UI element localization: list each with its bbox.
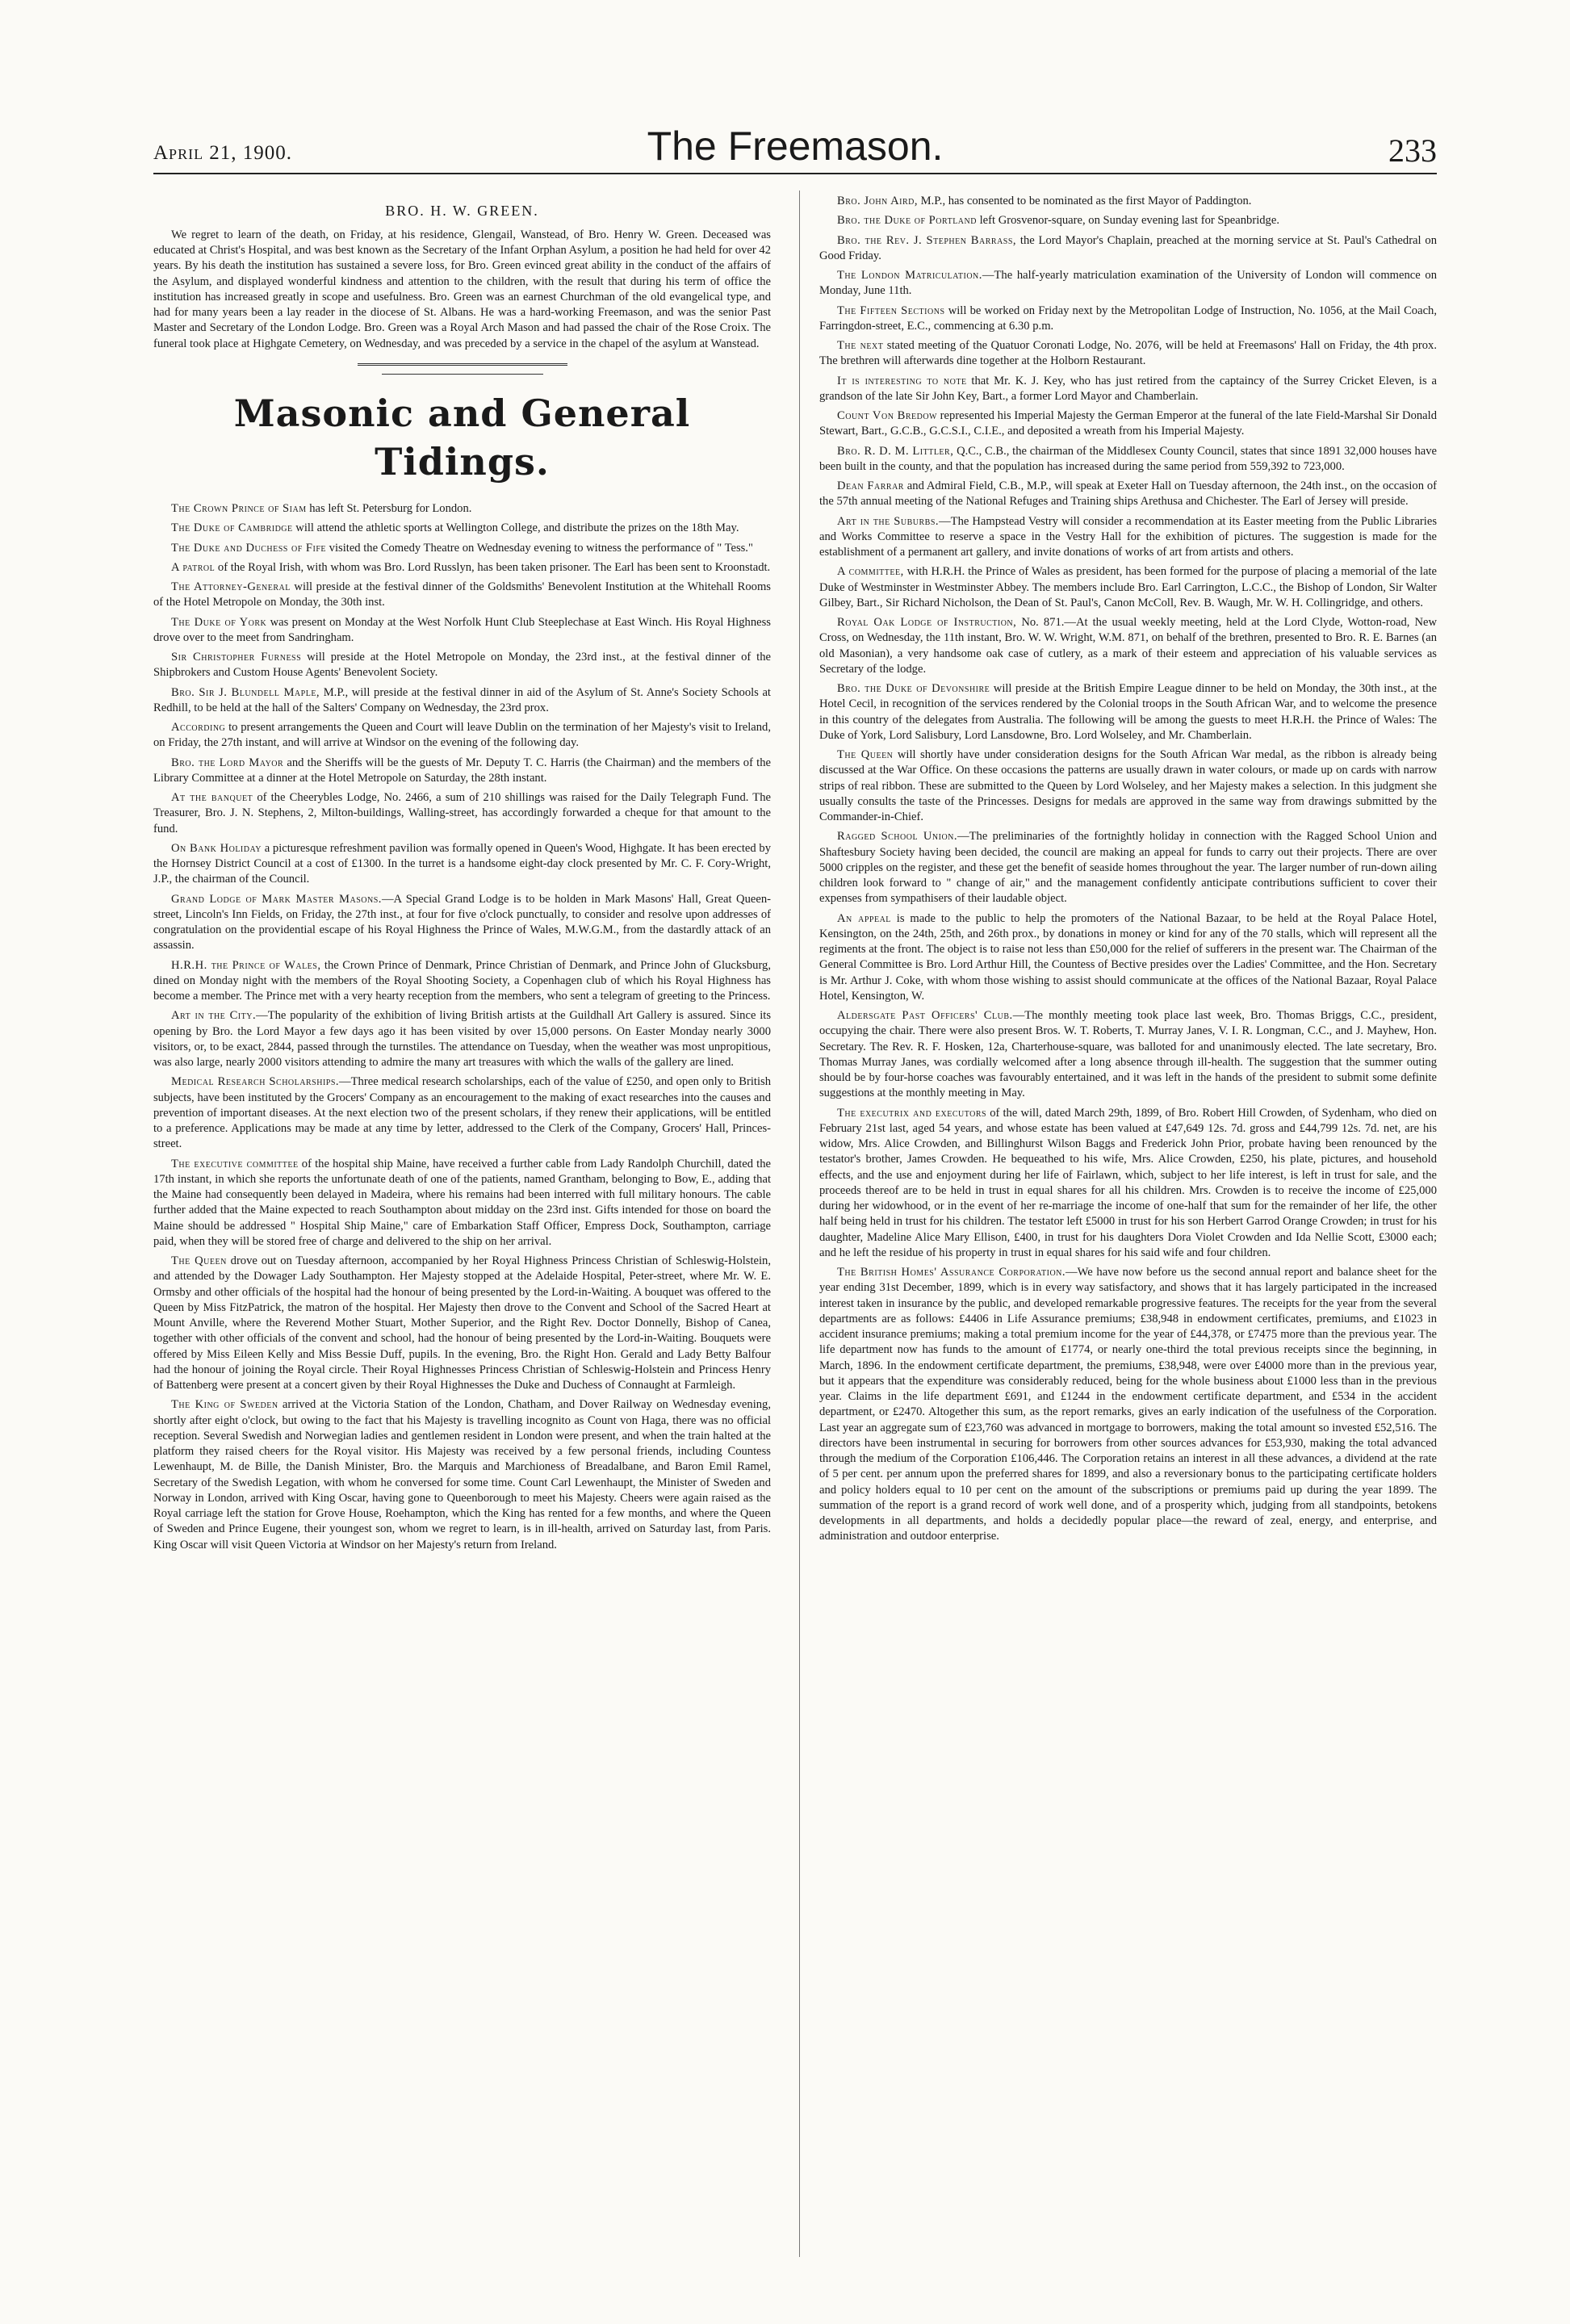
news-item-lead: Bro. the Duke of Devonshire <box>837 682 990 695</box>
news-item <box>153 521 771 536</box>
section-heading: Masonic and General Tidings. <box>233 391 691 484</box>
news-item-lead: The Queen <box>837 748 894 761</box>
news-item-text: will preside at the festival dinner of the Goldsmiths' Benevolent Institution at the Whitehall Rooms of the Hotel Metropole on Monday, the 30th inst. <box>153 580 771 609</box>
news-item <box>153 892 771 954</box>
news-item <box>153 685 771 717</box>
news-item <box>819 233 1437 265</box>
obituary-text: We regret to learn of the death, on Friday, at his residence, Glengail, Wanstead, of Bro. Henry W. Green. Deceased was educated at Christ's Hospital, and was best known as the Secretary of the Infant Orphan Asylum, a position he had held for over 42 years. By his death the institution has sustained a severe loss, for Bro. Green evinced great ability in the conduct of the affairs of the Asylum, and displayed wonderful kindness and attention to the children, with the result that during his term of office the institution has increased greatly in scope and usefulness. Bro. Green was an earnest Churchman of the old evangelical type, and had for many years been a lay reader in the diocese of St. Albans. He was a hard-working Freemason, and was the senior Past Master and Secretary of the London Lodge. Bro. Green was a Royal Arch Mason and had passed the chair of the Rose Croix. The funeral took place at Highgate Cemetery, on Wednesday, and was preceded by a service in the chapel of the asylum at Wanstead. <box>153 228 771 350</box>
news-item <box>153 1254 771 1393</box>
news-item <box>819 747 1437 825</box>
news-item-text: has left St. Petersburg for London. <box>306 502 472 516</box>
news-item <box>153 615 771 647</box>
news-item <box>819 564 1437 611</box>
news-item <box>153 501 771 517</box>
news-item <box>819 681 1437 743</box>
news-item-text: a picturesque refreshment pavilion was formally opened in Queen's Wood, Highgate. It has been erected by the Hornsey District Council at a cost of £1300. In the turret is a handsome eight-day clock presented by Mr. C. F. Cory-Wright, J.P., the chairman of the Council. <box>153 841 771 886</box>
right-column <box>819 194 1437 1549</box>
news-item-text: visited the Comedy Theatre on Wednesday evening to witness the performance of " Tess." <box>326 541 753 555</box>
news-item <box>153 1074 771 1152</box>
news-item-text: will be worked on Friday next by the Metropolitan Lodge of Instruction, No. 1056, at the Mail Coach, Farringdon-street, E.C., commencing at 6.30 p.m. <box>819 304 1437 333</box>
news-item-text: and Admiral Field, C.B., M.P., will speak at Exeter Hall on Tuesday afternoon, the 24th inst., on the occasion of the 57th annual meeting of the National Refuges and Training ships Arethusa and Chichester. The Earl of Jersey will preside. <box>819 479 1437 509</box>
news-item-text: of the Cheerybles Lodge, No. 2466, a sum of 210 shillings was raised for the Daily Telegraph Fund. The Treasurer, Bro. J. N. Stephens, 2, Milton-buildings, Walling-street, has accordingly forwarded a cheque for that amount to the fund. <box>153 791 771 835</box>
news-item-text: stated meeting of the Quatuor Coronati Lodge, No. 2076, will be held at Freemasons' Hall on Friday, the 4th prox. The brethren will afterwards dine together at the Holborn Restaurant. <box>819 339 1437 368</box>
news-item-lead: The London Matriculation. <box>837 269 982 282</box>
news-item-text: was present on Monday at the West Norfolk Hunt Club Steeplechase at East Winch. His Royal Highness drove over to the meet from Sandringham. <box>153 615 771 644</box>
news-item-text: —Three medical research scholarships, each of the value of £250, and open only to British subjects, have been instituted by the Grocers' Company as an encouragement to the making of exact researches into the causes and prevention of important diseases. At the next election two of the present scholars, if they renew their applications, will be entitled to a preference. Applications may be made at any time by letter, addressed to the Clerk of the Company, Grocers' Hall, Princes-street. <box>153 1075 771 1151</box>
news-item-lead: Ragged School Union. <box>837 830 958 844</box>
masthead <box>153 105 1437 170</box>
news-item-lead: The Crown Prince of Siam <box>171 502 307 516</box>
news-item-lead: The British Homes' Assurance Corporation. <box>837 1266 1066 1279</box>
news-item-lead: Aldersgate Past Officers' Club. <box>837 1009 1013 1022</box>
news-item-lead: Art in the City. <box>171 1009 257 1023</box>
news-item-lead: Sir Christopher Furness <box>171 651 302 664</box>
news-item <box>819 1008 1437 1102</box>
news-item-lead: Bro. R. D. M. Littler, <box>837 444 954 458</box>
news-item-lead: According <box>171 721 226 735</box>
news-item-lead: The King of Sweden <box>171 1398 278 1412</box>
news-item-lead: Count Von Bredow <box>837 409 937 422</box>
news-item-lead: Dean Farrar <box>837 479 904 492</box>
news-item-lead: H.R.H. the Prince of Wales, <box>171 958 321 972</box>
right-news-items <box>819 194 1437 1545</box>
news-item-text: that Mr. K. J. Key, who has just retired from the captaincy of the Surrey Cricket Eleven, is a grandson of the late Sir John Key, Bart., a former Lord Mayor and Chamberlain. <box>819 374 1437 403</box>
news-item <box>819 1265 1437 1545</box>
news-item <box>153 790 771 837</box>
news-item-lead: Royal Oak Lodge of Instruction, <box>837 616 1017 629</box>
news-item <box>819 213 1437 228</box>
news-item <box>819 911 1437 1005</box>
news-item <box>153 720 771 752</box>
news-item <box>819 829 1437 907</box>
news-item-lead: The Duke of York <box>171 615 267 629</box>
news-item <box>153 1157 771 1250</box>
news-item <box>153 1397 771 1553</box>
news-item-lead: Bro. the Duke of Portland <box>837 214 977 228</box>
news-item <box>819 479 1437 510</box>
news-item-text: of the Royal Irish, with whom was Bro. Lord Russlyn, has been taken prisoner. The Earl has been sent to Kroonstadt. <box>215 560 771 574</box>
news-item <box>819 444 1437 475</box>
news-item-text: and the Sheriffs will be the guests of Mr. Deputy T. C. Harris (the Chairman) and the members of the Library Committee at a dinner at the Hotel Metropole on Saturday, the 28th instant. <box>153 756 771 785</box>
news-item-text: will preside at the British Empire League dinner to be held on Monday, the 30th inst., at the Hotel Cecil, in recognition of the services rendered by the Colonial troops in the South African War, and to welcome the presence in this country of the delegates from Australia. The following will be among the guests to meet H.R.H. the Prince of Wales: The Duke of York, Lord Salisbury, Lord Lansdowne, Bro. Lord Wolseley, and Mr. Chamberlain. <box>819 682 1438 742</box>
news-item-text: is made to the public to help the promoters of the National Bazaar, to be held at the Royal Palace Hotel, Kensington, on the 24th, 25th, and 26th prox., by donations in money or kind for any of the 70 stalls, which will represent all the regiments at the front. The object is to raise not less than £50,000 for the relief of sufferers in the present war. The Chairman of the General Committee is Bro. Lord Arthur Hill, the Countess of Bective presides over the Ladies' Committee, and the Hon. Secretary is Mr. Arthur J. Coke, with whom those wishing to assist should communicate at the offices of the National Bazaar, Royal Palace Hotel, Kensington, W. <box>819 911 1437 1003</box>
news-item-text: of the hospital ship Maine, have received a further cable from Lady Randolph Churchill, dated the 17th instant, in which she reports the unfortunate death of one of the patients, named Grantham, belonging to Bow, E., adding that the Maine had consequently been delayed in Madeira, where his remains had been interred with full military honours. The cable further added that the Maine expected to reach Southampton about midday on the 23rd inst. Gifts intended for those on board the Maine should be addressed " Hospital Ship Maine," care of Embarkation Staff Officer, Empress Dock, Southampton, carriage paid, when they will be stored free of charge and delivered to the ship on her arrival. <box>153 1157 771 1248</box>
news-item-text: M.P., has consented to be nominated as the first Mayor of Paddington. <box>918 195 1252 207</box>
news-item-text: left Grosvenor-square, on Sunday evening last for Speanbridge. <box>976 214 1279 228</box>
news-item-text: M.P., will preside at the festival dinner in aid of the Asylum of St. Anne's Society Schools at Redhill, to be held at the hall of the Salters' Company on Wednesday, the 23rd prox. <box>153 685 771 714</box>
news-item-lead: Bro. John Aird, <box>837 195 919 207</box>
news-item-lead: The Fifteen Sections <box>837 304 945 317</box>
news-item-text: —The monthly meeting took place last week, Bro. Thomas Briggs, C.C., president, occupying the chair. There were also present Bros. W. T. Roberts, T. Murray Janes, V. I. R. Longman, C.C., and J. Mayhew, Hon. Secretary. The Rev. R. F. Hosken, 12a, Charterhouse-square, was balloted for and unanimously elected. The late secretary, Bro. Thomas Murray Janes, was cordially welcomed after a long absence through ill-health. The suggestion that the summer outing should be by four-horse coaches was favourably entertained, and it was left in the hands of the president to submit some definite suggestions at the monthly meeting in May. <box>819 1009 1437 1100</box>
news-item-lead: The executive committee <box>171 1157 299 1170</box>
news-item-lead: On Bank Holiday <box>171 841 262 855</box>
issue-date: April 21, 1900. <box>153 142 293 164</box>
news-item-lead: The executrix and executors <box>837 1106 987 1120</box>
news-item-text: —We have now before us the second annual report and balance sheet for the year ending 31st December, 1899, which is in every way satisfactory, and shows that it has largely participated in the increased interest taken in insurance by the public, and developed remarkable progressive features. The receipts for the year from the several departments are as follows: £4406 in Life Assurance premiums; £38,948 in endowment certificates, premiums, and £1023 in accident insurance premiums; making a total premium income for the year of £44,378, or £7475 more than the previous year. The life department now has funds to the amount of £1774, or nearly one-third the total previous receipts since the beginning, in March, 1896. In the endowment certificate department, the premiums, £38,948, were over £4000 more than in the previous year, but it appears that the expenditure was considerably reduced, being for the whole business about £1000 less than in the previous year. Claims in the life department £691, and £1244 in the endowment certificate department, and £534 in the accident department, or £2470. Altogether this sum, as the report remarks, gives an early indication of the usefulness of the Corporation. Last year an aggregate sum of £23,760 was advanced in mortgage to borrowers, making the total amount so invested £52,516. The directors have been instrumental in securing for borrowers from other sources advances for £53,930, making the total advanced through the medium of the Corporation £106,446. The Corporation retains an interest in all these advances, a dividend at the rate of 5 per cent. per annum upon the preferred shares for 1899, and also a reversionary bonus to the participating certificate holders and policy holders equal to 10 per cent on the amount of the subscriptions or premiums paid up during the year 1899. The summation of the report is a grand record of work well done, and of a prosperity which, judging from all standpoints, betokens developments in all departments, and holds a decidedly popular place—the reward of zeal, energy, and enterprise, and administration and outdoor enterprise. <box>819 1266 1437 1543</box>
news-item-lead: Bro. the Rev. J. Stephen Barrass, <box>837 233 1017 247</box>
news-item <box>153 541 771 556</box>
news-item-text: will preside at the Hotel Metropole on Monday, the 23rd inst., at the festival dinner of the Shipbrokers and Custom House Agents' Benevolent Society. <box>153 651 771 680</box>
left-news-items <box>153 501 771 1553</box>
news-item-lead: An appeal <box>837 911 891 925</box>
news-item <box>153 580 771 611</box>
news-item-lead: The next <box>837 339 884 352</box>
news-item-lead: Art in the Suburbs. <box>837 514 940 528</box>
news-item-text: No. 871.—At the usual weekly meeting, held at the Lord Clyde, Wotton-road, New Cross, on Wednesday, the 11th instant, Bro. W. W. Wright, W.M. 871, on behalf of the brethren, presented to Bro. R. E. Barnes (an old Masonian), a very handsome oak case of cutlery, as a mark of their esteem and appreciation of his valuable services as Secretary of the lodge. <box>819 616 1437 676</box>
news-item-lead: Medical Research Scholarships. <box>171 1075 340 1089</box>
news-item-lead: A patrol <box>171 560 216 574</box>
masthead-rule <box>153 173 1437 174</box>
news-item-lead: At the banquet <box>171 791 253 805</box>
news-item-text: represented his Imperial Majesty the German Emperor at the funeral of the late Field-Marshal Sir Donald Stewart, Bart., G.C.B., G.C.S.I., C.I.E., and deposited a wreath from his Imperial Majesty. <box>819 409 1438 438</box>
news-item-text: arrived at the Victoria Station of the London, Chatham, and Dover Railway on Wednesday evening, shortly after eight o'clock, but owing to the fact that his Majesty is travelling incognito as Count von Haga, there was no official reception. Several Swedish and Norwegian ladies and gentlemen resident in London were present, and when the train halted at the platform they raised cheers for the Royal visitor. His Majesty was received by a few personal friends, including Countess Lewenhaupt, M. de Bille, the Danish Minister, Bro. the Marquis and Marchioness of Breadalbane, and Baron Emil Ramel, Secretary of the Swedish Legation, with whom he conversed for some time. Count Carl Lewenhaupt, the Minister of Sweden and Norway in London, arrived with King Oscar, having gone to Queenborough to meet his Majesty. Cheers were again raised as the Royal carriage left the station for Grove House, Roehampton, which the King has rented for a few months, and where the Queen of Sweden and Prince Eugene, their youngest son, whom we regret to learn, is in ill-health, arrived on Saturday last, from Paris. King Oscar will visit Queen Victoria at Windsor on her Majesty's return from Ireland. <box>153 1398 771 1551</box>
news-item <box>819 338 1437 370</box>
news-item-text: Q.C., C.B., the chairman of the Middlesex County Council, states that since 1891 32,000 houses have been built in the county, and that the population has increased during the same period from 559,392 to 723,000. <box>819 444 1437 473</box>
news-item <box>153 841 771 888</box>
news-item <box>153 756 771 787</box>
left-column <box>153 194 771 1557</box>
news-item <box>819 615 1437 677</box>
news-item <box>153 650 771 681</box>
news-item-lead: The Attorney-General <box>171 580 291 594</box>
section-divider <box>358 363 567 366</box>
news-item <box>153 1008 771 1070</box>
news-item <box>819 304 1437 335</box>
news-item <box>819 374 1437 405</box>
news-item-text: to present arrangements the Queen and Court will leave Dublin on the termination of her Majesty's visit to Ireland, on Friday, the 27th instant, and will arrive at Windsor on the evening of the following day. <box>153 721 771 750</box>
news-item <box>819 514 1437 561</box>
section-divider-thin <box>382 374 543 375</box>
news-item-text: will attend the athletic sports at Wellington College, and distribute the prizes on the 18th May. <box>292 521 739 535</box>
news-item-text: —The preliminaries of the fortnightly holiday in connection with the Ragged School Union and Shaftesbury Society having been decided, the council are making an appeal for funds to carry out their projects. There are over 5000 cripples on the register, and these get the benefit of seaside homes throughout the year. The larger number of run-down ailing children look forward to " change of air," and the management confidently anticipate contributions sufficient to cover their expenses from sympathisers of their laudable object. <box>819 830 1437 906</box>
news-item-text: —A Special Grand Lodge is to be holden in Mark Masons' Hall, Great Queen-street, Lincoln's Inn Fields, on Friday, the 27th inst., at four for five o'clock punctually, to consider and resolve upon addresses of congratulation on the providential escape of his Royal Highness the Prince of Wales, M.W.G.M., from the dastardly attack of an assassin. <box>153 892 771 953</box>
news-item-text: —The popularity of the exhibition of living British artists at the Guildhall Art Gallery is assured. Since its opening by Bro. the Lord Mayor a few days ago it has been visited by over 15,000 persons. On Easter Monday nearly 3000 visitors, or, to be exact, 2844, passed through the turnstiles. The attendance on Tuesday, when the weather was most unpropitious, was also large, nearly 2000 visitors attending to admire the many art treasures with which the walls of the gallery are lined. <box>153 1009 771 1070</box>
news-item-lead: A committee, <box>837 565 904 579</box>
news-item-text: —The Hampstead Vestry will consider a recommendation at its Easter meeting from the Public Libraries and Works Committee to reserve a space in the Vestry Hall for the exhibition of pictures. The suggestion is made for the establishment of a permanent art gallery, and invite donations of works of art from artists and others. <box>819 514 1437 559</box>
news-item <box>153 560 771 576</box>
news-item-lead: The Duke and Duchess of Fife <box>171 541 327 555</box>
news-item-lead: Bro. Sir J. Blundell Maple, <box>171 685 320 699</box>
news-item <box>819 408 1437 440</box>
news-item-lead: The Duke of Cambridge <box>171 521 293 535</box>
news-item-text: —The half-yearly matriculation examination of the University of London will commence on Monday, June 11th. <box>819 269 1437 298</box>
page-number: 233 <box>1388 132 1437 169</box>
news-item-text: of the will, dated March 29th, 1899, of Bro. Robert Hill Crowden, of Sydenham, who died on February 21st last, aged 54 years, and whose estate has been valued at £47,649 12s. 7d. gross and £44,799 12s. 7d. net, are his widow, Mrs. Alice Crowden, and Billinghurst Wilson Baggs and Frederick John Prior, probate having been renounced by the testator's brother, James Crowden. He bequeathed to his wife, Mrs. Alice Crowden, £250, his plate, pictures, and household effects, and the use and enjoyment during her life of Fairlawn, which, subject to her life interest, is left in trust for sale, and the proceeds thereof are to be held in trust in equal shares for all his children. Mrs. Crowden is to receive the income of £25,000 during her widowhood, or in the event of her re-marriage the income of one-half that sum for the remainder of her life, the other half being held in trust for his children. The testator left £5000 in trust for his son Herbert Garrod Orange Crowden; in trust for his daughter, Madeline Alice Mary Ellison, £400, in trust for his daughters Dora Violet Crowden and Ida Nellie Scott, £3000 each; and he left the residue of his property in trust in equal shares for his said wife and four children. <box>819 1106 1437 1259</box>
column-separator <box>799 191 800 2257</box>
news-item <box>819 194 1437 209</box>
news-item-lead: The Queen <box>171 1254 227 1268</box>
news-item <box>153 958 771 1005</box>
news-item-text: drove out on Tuesday afternoon, accompanied by her Royal Highness Princess Christian of Schleswig-Holstein, and attended by the Dowager Lady Southampton. Her Majesty stopped at the Adelaide Hospital, Peter-street, where Mr. W. E. Ormsby and other officials of the hospital had the honour of being presented by the Lord-in-Waiting. A bouquet was offered to the Queen by Miss FitzPatrick, the matron of the hospital. Her Majesty then drove to the Convent and School of the Sacred Heart at Mount Anville, where the Reverend Mother Stuart, Mother Superior, and the Right Rev. Doctor Donnelly, Bishop of Canea, together with other officials of the convent and school, had the honour of being presented by the Lord-in-Waiting. Bouquets were offered by Miss Eileen Kelly and Miss Bessie Duff, pupils. In the evening, Bro. the Right Hon. Gerald and Lady Betty Balfour had the honour of joining the Royal circle. Their Royal Highnesses Princess Christian of Schleswig-Holstein and Princess Henry of Battenberg were present at a concert given by their Royal Highnesses the Duke and Duchess of Connaught at Farmleigh. <box>153 1254 771 1392</box>
news-item <box>819 1106 1437 1262</box>
news-item-lead: Grand Lodge of Mark Master Masons. <box>171 892 382 906</box>
news-item-text: with H.R.H. the Prince of Wales as president, has been formed for the purpose of placing a memorial of the late Duke of Westminster in Westminster Abbey. The members include Bro. Earl Carrington, L.C.C., the Bishop of London, Sir Walter Gilbey, Bart., Sir Richard Nicholson, the Dean of St. Paul's, Canon McColl, Rev. B. Waugh, Mr. W. H. Collingridge, and others. <box>819 565 1437 609</box>
news-item-lead: It is interesting to note <box>837 374 967 387</box>
obituary-title: BRO. H. W. GREEN. <box>385 203 539 219</box>
news-item-text: will shortly have under consideration designs for the South African War medal, as the ribbon is already being discussed at the War Office. On these occasions the patterns are usually drawn in water colours, or made up on cards with narrow strips of real ribbon. These are submitted to the Queen by Lord Wolseley, and her Majesty makes a selection. In this judgment she usually consults the taste of the Princesses. Designs for medals are approved in the same way from drawings submitted by the Commander-in-Chief. <box>819 748 1438 823</box>
news-item <box>819 268 1437 299</box>
news-item-text: the Crown Prince of Denmark, Prince Christian of Denmark, and Prince John of Glucksburg, dined on Monday night with the members of the Royal Shooting Society, a Copenhagen club of which his Royal Highness has become a member. The Prince met with a very hearty reception from the members, who sent a telegram of greeting to the Princess. <box>153 958 771 1003</box>
news-item-lead: Bro. the Lord Mayor <box>171 756 284 769</box>
newspaper-title: The Freemason. <box>647 124 944 169</box>
news-item-text: the Lord Mayor's Chaplain, preached at the morning service at St. Paul's Cathedral on Good Friday. <box>819 233 1437 262</box>
